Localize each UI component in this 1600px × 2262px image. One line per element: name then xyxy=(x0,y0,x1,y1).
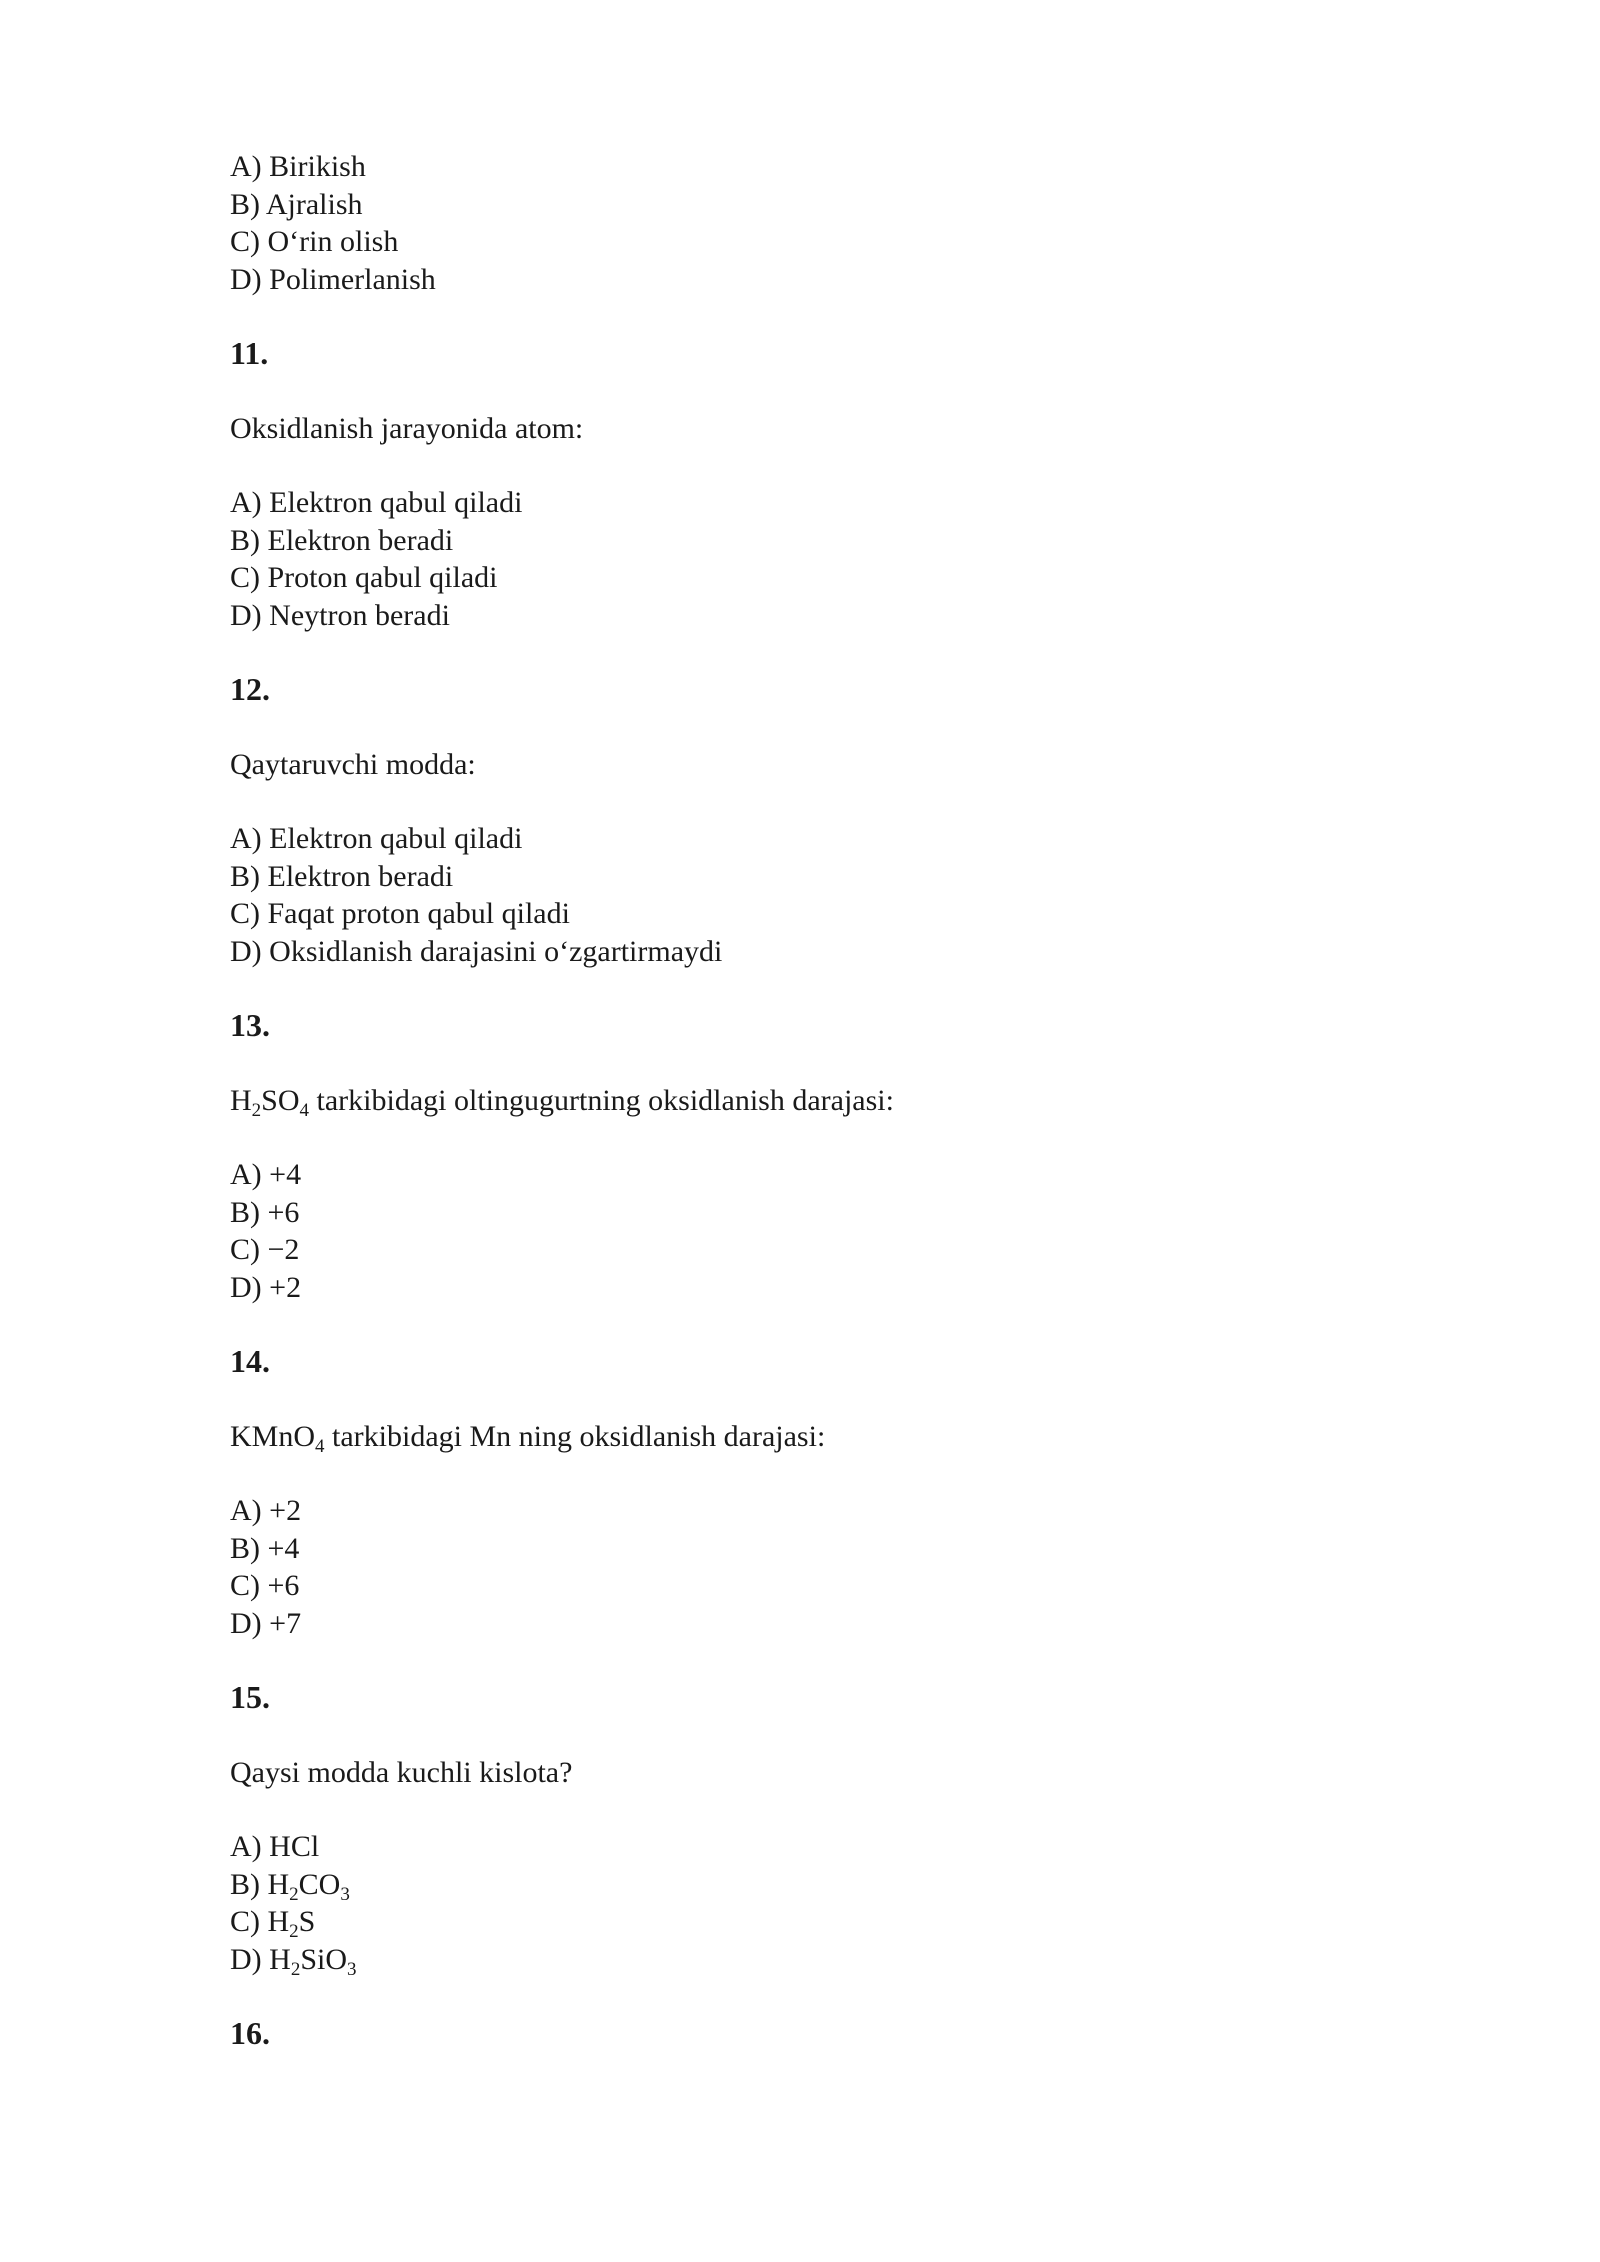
answer-option-a: A) Birikish xyxy=(230,150,366,183)
answer-option-b: B) +6 xyxy=(230,1195,300,1229)
answer-option-d: D) +2 xyxy=(230,1270,302,1304)
answer-option-a: A) Elektron qabul qiladi xyxy=(230,486,523,519)
question-11 xyxy=(230,335,1430,634)
question-text-rest: tarkibidagi oltingugurtning oksidlanish darajasi: xyxy=(309,1083,894,1117)
answer-text: B) H xyxy=(230,1867,290,1901)
answer-text: S xyxy=(298,1905,316,1938)
formula-subscript: 2 xyxy=(289,1883,299,1905)
answer-option-d: D) +7 xyxy=(230,1606,302,1640)
question-text xyxy=(230,1082,1430,1120)
answer-option-d: D) Oksidlanish darajasini o‘zgartirmaydi xyxy=(230,934,723,968)
answer-list xyxy=(230,1492,1430,1642)
answer-text: C) H xyxy=(230,1905,290,1938)
formula-subscript: 3 xyxy=(347,1958,357,1980)
answer-option-b: B) Elektron beradi xyxy=(230,859,454,893)
question-number: 16. xyxy=(230,2015,270,2051)
question-text: Qaysi modda kuchli kislota? xyxy=(230,1755,573,1789)
question-number: 15. xyxy=(230,1679,270,1715)
answer-list-q10 xyxy=(230,148,1430,298)
question-text: Qaytaruvchi modda: xyxy=(230,747,476,781)
answer-option-a: A) +2 xyxy=(230,1494,302,1527)
question-text xyxy=(230,1418,1430,1456)
question-number: 11. xyxy=(230,335,269,371)
formula-subscript: 2 xyxy=(290,1958,301,1980)
formula-kmno: KMnO xyxy=(230,1419,316,1453)
answer-list xyxy=(230,820,1430,970)
answer-option-c: C) Proton qabul qiladi xyxy=(230,561,498,594)
question-number: 12. xyxy=(230,671,270,707)
formula-subscript: 4 xyxy=(315,1435,325,1457)
answer-text: D) H xyxy=(230,1942,291,1976)
answer-option-b: B) Ajralish xyxy=(230,187,363,221)
answer-text: SiO xyxy=(300,1942,348,1976)
formula-subscript: 4 xyxy=(299,1099,310,1121)
answer-option-b xyxy=(230,1866,1430,1904)
answer-option-d: D) Neytron beradi xyxy=(230,598,450,632)
answer-option-a: A) Elektron qabul qiladi xyxy=(230,822,523,855)
formula-so: SO xyxy=(261,1083,300,1117)
answer-list xyxy=(230,1828,1430,1978)
question-13 xyxy=(230,1007,1430,1306)
formula-subscript: 2 xyxy=(251,1099,262,1121)
answer-option-b: B) +4 xyxy=(230,1531,300,1565)
question-text: Oksidlanish jarayonida atom: xyxy=(230,411,584,445)
answer-option-d xyxy=(230,1941,1430,1979)
document-page xyxy=(230,148,1430,2053)
answer-option-c: C) +6 xyxy=(230,1569,300,1602)
answer-option-c xyxy=(230,1903,1430,1941)
question-text-rest: tarkibidagi Mn ning oksidlanish darajasi: xyxy=(324,1419,826,1453)
question-14 xyxy=(230,1343,1430,1642)
answer-list xyxy=(230,484,1430,634)
answer-option-c: C) Faqat proton qabul qiladi xyxy=(230,897,570,930)
question-number: 13. xyxy=(230,1007,270,1043)
question-12 xyxy=(230,671,1430,970)
answer-option-b: B) Elektron beradi xyxy=(230,523,454,557)
answer-text: CO xyxy=(298,1867,341,1901)
formula-subscript: 3 xyxy=(340,1883,350,1905)
answer-option-d: D) Polimerlanish xyxy=(230,262,436,296)
question-16 xyxy=(230,2015,1430,2053)
answer-option-a: A) +4 xyxy=(230,1158,302,1191)
answer-option-c: C) −2 xyxy=(230,1233,300,1266)
formula-subscript: 2 xyxy=(289,1921,299,1942)
question-15 xyxy=(230,1679,1430,1978)
formula-h: H xyxy=(230,1083,252,1117)
answer-list xyxy=(230,1156,1430,1306)
answer-option-c: C) O‘rin olish xyxy=(230,225,399,258)
question-number: 14. xyxy=(230,1343,270,1379)
answer-option-a: A) HCl xyxy=(230,1830,320,1863)
